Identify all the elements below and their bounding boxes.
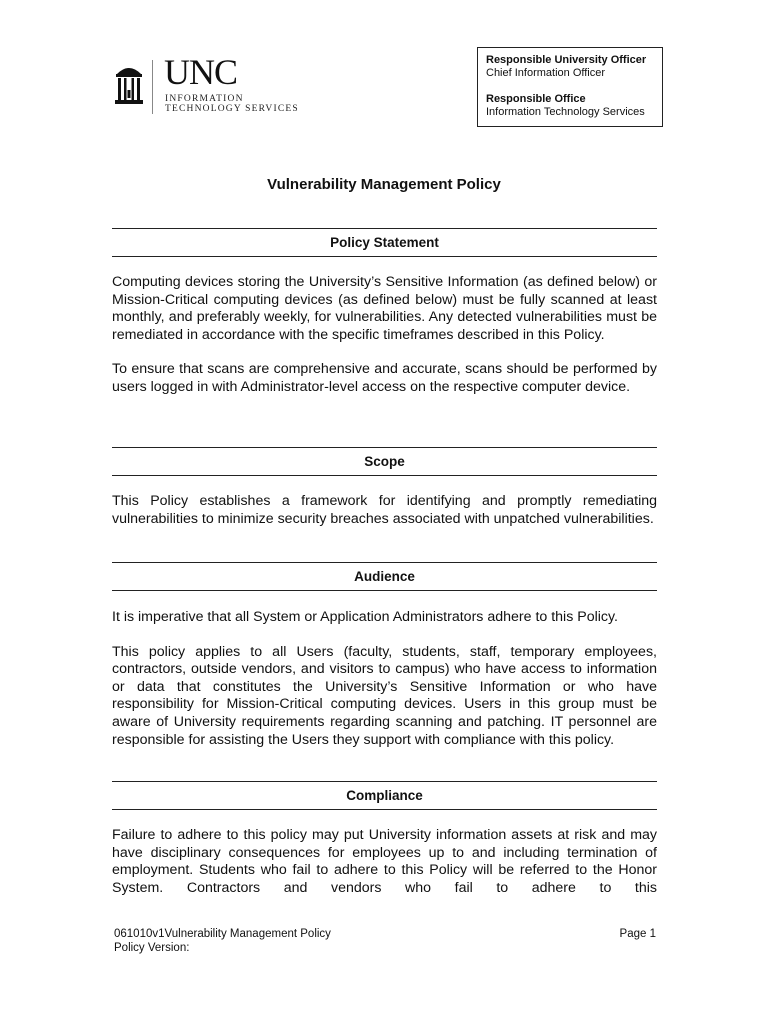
document-title: Vulnerability Management Policy [267,176,501,193]
section-scope [112,447,657,528]
footer-version-label: Policy Version: [114,942,190,954]
section-policy-statement [112,228,657,397]
responsibility-box [477,47,663,127]
paragraph: Failure to adhere to this policy may put University information assets at risk and may have disciplinary consequences for employees up to and including termination of employment. Students who fail to adhere to this Policy will be referred to the Honor System. Contractors and vendors who fail to adhere to this [112,827,657,896]
footer-left [114,927,331,955]
footer-doc-id: 061010v1Vulnerability Management Policy [114,928,331,940]
office-label: Responsible Office [486,93,586,105]
logo-line-1: INFORMATION [165,94,244,104]
paragraph: To ensure that scans are comprehensive and accurate, scans should be performed by users logged in with Administrator-level access on the respective computer device. [112,361,657,395]
office-value: Information Technology Services [486,106,645,118]
section-compliance [112,781,657,897]
section-heading: Scope [112,447,657,476]
officer-label: Responsible University Officer [486,54,647,66]
section-heading: Audience [112,562,657,591]
unc-its-logo [112,52,312,118]
old-well-icon [114,62,144,106]
page-number: Page 1 [619,928,656,940]
paragraph: Computing devices storing the University’s Sensitive Information (as defined below) or Mission-Critical computing devices (as defined below) must be fully scanned at least monthly, and preferably weekly, for vulnerabilities. Any detected vulnerabilities must be remediated in accordance with the specific timeframes described in this Policy. [112,274,657,343]
paragraph: This Policy establishes a framework for identifying and promptly remediating vulnerabilities to minimize security breaches associated with unpatched vulnerabilities. [112,493,657,527]
section-heading: Policy Statement [112,228,657,257]
paragraph: It is imperative that all System or Application Administrators adhere to this Policy. [112,609,618,625]
section-heading: Compliance [112,781,657,810]
logo-line-2: TECHNOLOGY SERVICES [165,104,299,114]
officer-value: Chief Information Officer [486,67,606,79]
logo-wordmark: UNC [164,52,238,92]
logo-divider [152,60,153,114]
section-audience [112,562,657,749]
paragraph: This policy applies to all Users (faculty, students, staff, temporary employees, contractors, outside vendors, and visitors to campus) who have access to information or data that constitutes the University’s Sensitive Information or who have responsibility for Mission-Critical computing devices. Users in this group must be aware of University requirements regarding scanning and patching. IT personnel are responsible for assisting the Users they support with compliance with this policy. [112,643,657,748]
